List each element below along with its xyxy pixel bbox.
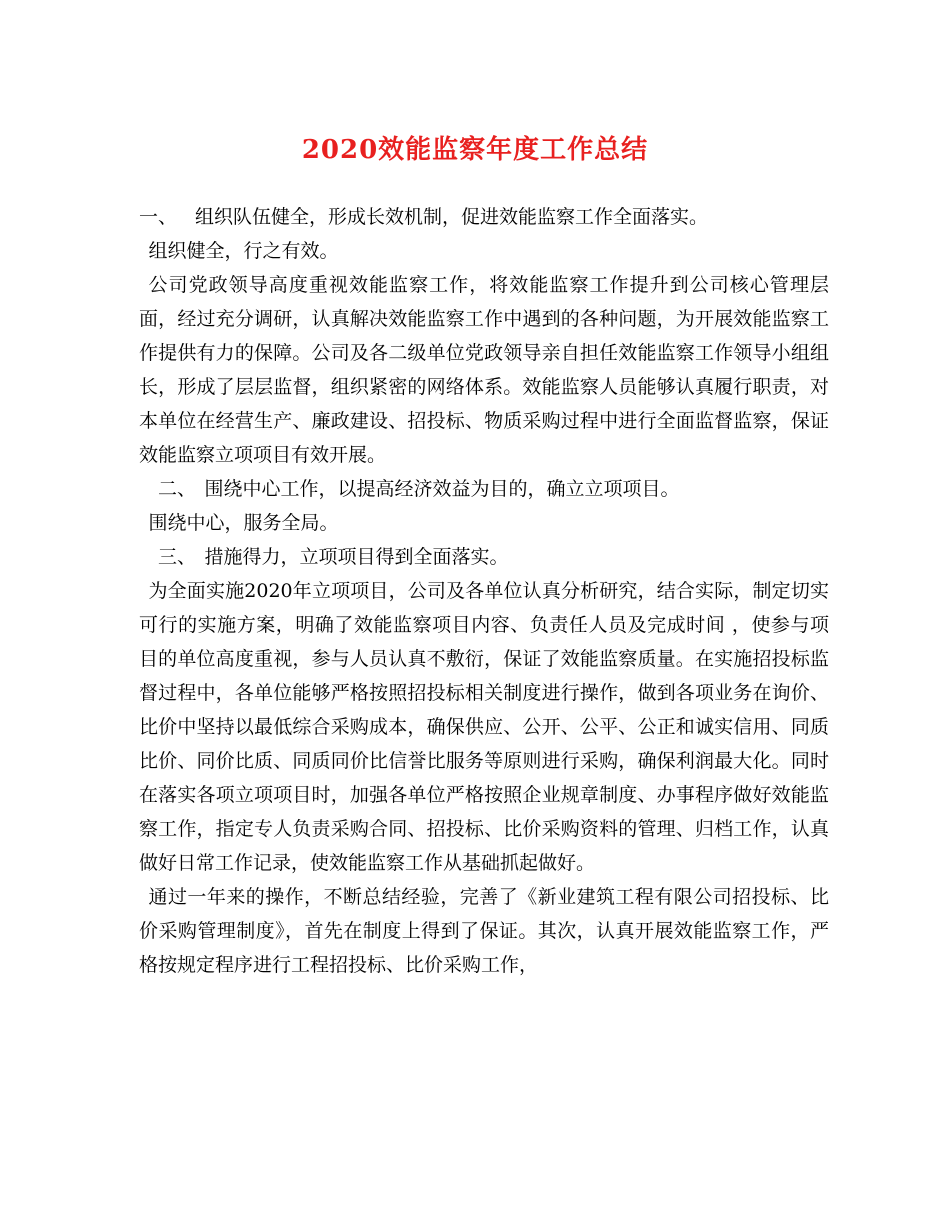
section-marker: 三、 bbox=[158, 546, 197, 568]
paragraph: 围绕中心，服务全局。 bbox=[148, 512, 339, 534]
section-heading-3 bbox=[139, 540, 829, 574]
document-body bbox=[139, 200, 829, 982]
section-heading-text: 措施得力，立项项目得到全面落实。 bbox=[204, 546, 509, 568]
paragraph: 公司党政领导高度重视效能监察工作，将效能监察工作提升到公司核心管理层面，经过充分调研，认真解决效能监察工作中遇到的各种问题，为开展效能监察工作提供有力的保障。公司及各二级单位党政领导亲自担任效能监察工作领导小组组长，形成了层层监督，组织紧密的网络体系。效能监察人员能够认真履行职责，对本单位在经营生产、廉政建设、招投标、物质采购过程中进行全面监督监察，保证效能监察立项项目有效开展。 bbox=[139, 274, 829, 466]
section-marker: 二、 bbox=[158, 478, 197, 500]
section-heading-1 bbox=[139, 200, 829, 234]
section-marker: 一、 bbox=[139, 206, 178, 228]
paragraph: 通过一年来的操作，不断总结经验，完善了《新业建筑工程有限公司招投标、比价采购管理制度》，首先在制度上得到了保证。其次，认真开展效能监察工作，严格按规定程序进行工程招投标、比价采购工作， bbox=[139, 886, 829, 976]
paragraph: 为全面实施2020年立项项目，公司及各单位认真分析研究，结合实际，制定切实可行的实施方案，明确了效能监察项目内容、负责任人员及完成时间 ，使参与项目的单位高度重视，参与人员认真不敷衍，保证了效能监察质量。在实施招投标监督过程中，各单位能够严格按照招投标相关制度进行操作，做到各项业务在询价、比价中坚持以最低综合采购成本，确保供应、公开、公平、公正和诚实信用、同质比价、同价比质、同质同价比信誉比服务等原则进行采购，确保利润最大化。同时在落实各项立项项目时，加强各单位严格按照企业规章制度、办事程序做好效能监察工作，指定专人负责采购合同、招投标、比价采购资料的管理、归档工作，认真做好日常工作记录，使效能监察工作从基础抓起做好。 bbox=[139, 580, 829, 874]
document-title: 2020效能监察年度工作总结 bbox=[301, 135, 649, 165]
section-heading-text: 组织队伍健全，形成长效机制，促进效能监察工作全面落实。 bbox=[195, 206, 709, 228]
section-heading-text: 围绕中心工作，以提高经济效益为目的，确立立项项目。 bbox=[204, 478, 680, 500]
section-heading-2 bbox=[139, 472, 829, 506]
paragraph: 组织健全，行之有效。 bbox=[148, 240, 339, 262]
